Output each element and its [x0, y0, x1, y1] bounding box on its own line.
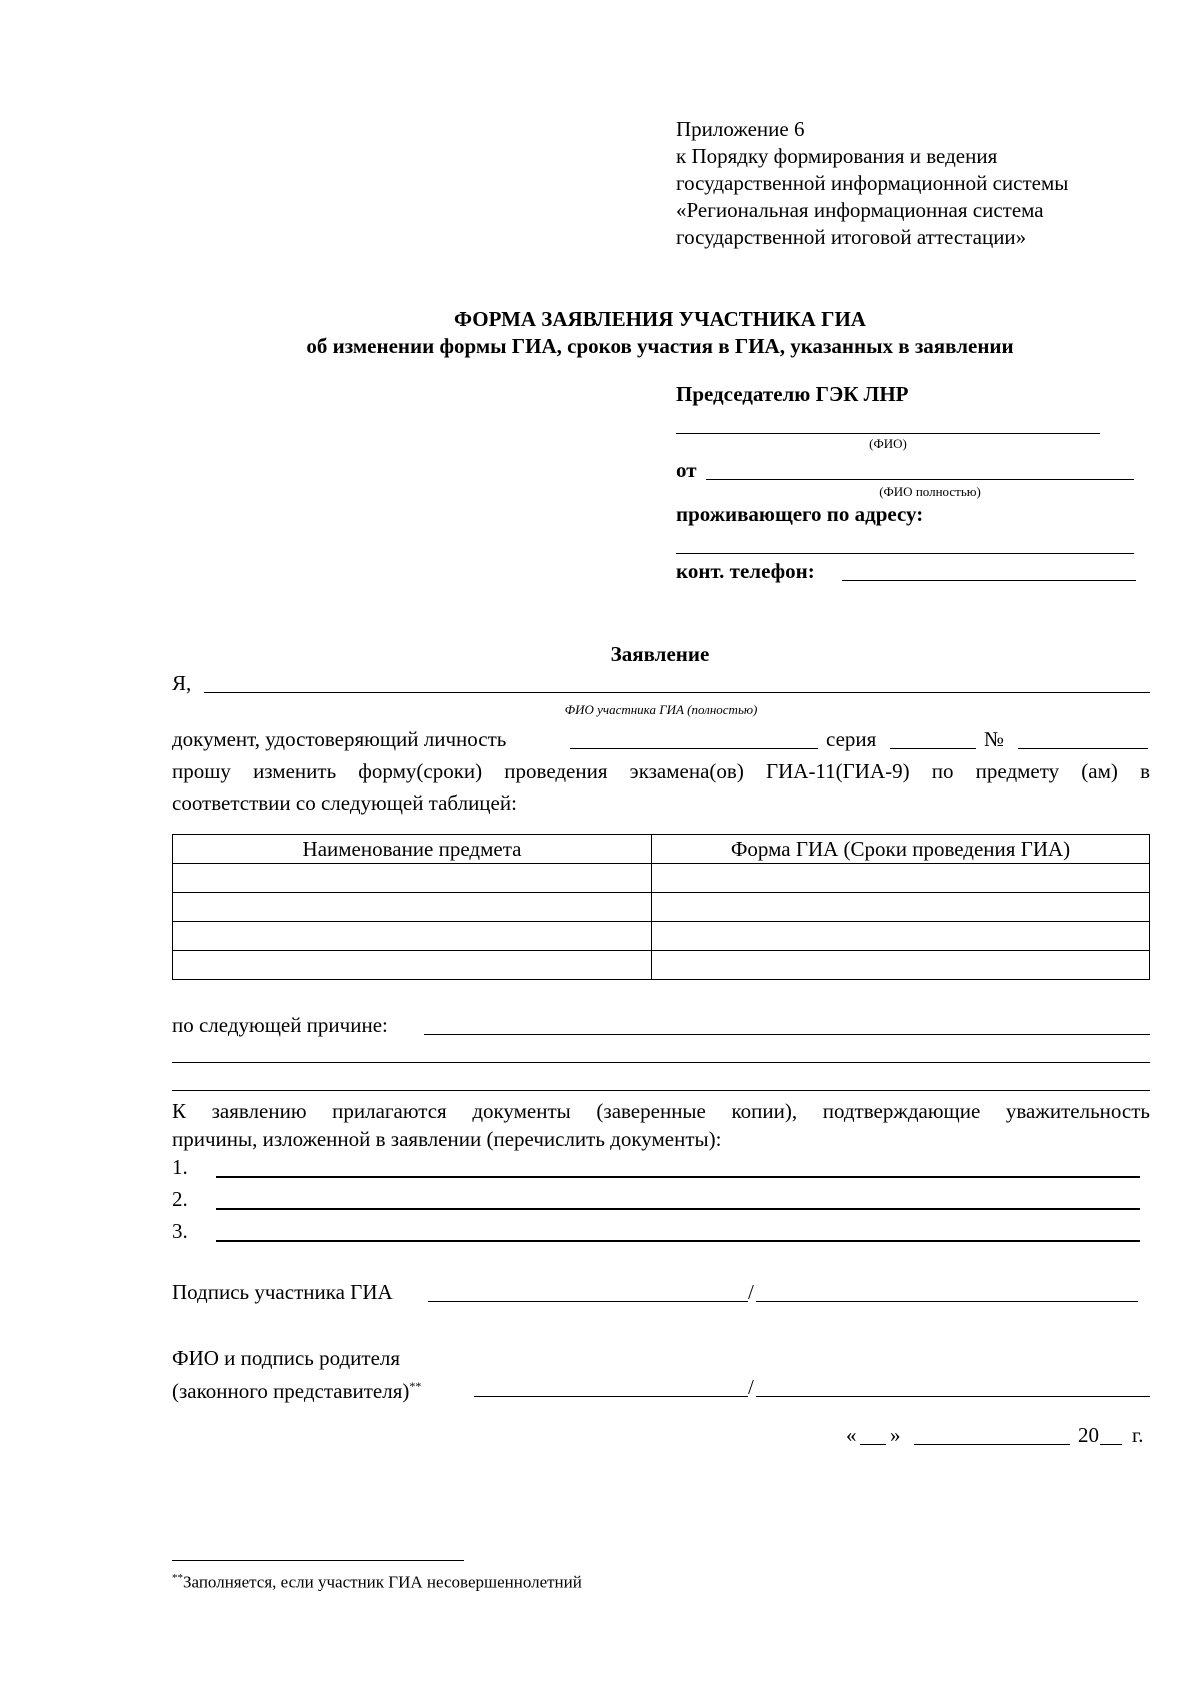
parent-signature-line[interactable] [474, 1396, 748, 1397]
number-label: № [984, 727, 1005, 751]
attachment-line[interactable] [216, 1240, 1140, 1242]
request-text-2: соответствии со следующей таблицей: [172, 791, 517, 815]
header-form: Форма ГИА (Сроки проведения ГИА) [652, 835, 1150, 864]
date-year-suffix: г. [1132, 1423, 1144, 1447]
attachments-text: К заявлению прилагаются документы (заверенные копии), подтверждающие уважительность [172, 1099, 1150, 1123]
phone-label: конт. телефон: [676, 559, 815, 583]
participant-fio-line[interactable] [204, 692, 1150, 693]
reason-line[interactable] [172, 1090, 1150, 1091]
series-label: серия [826, 727, 877, 751]
attachment-number: 2. [172, 1187, 188, 1211]
table-cell[interactable] [173, 864, 652, 893]
appendix-line: Приложение 6 [676, 117, 805, 141]
date-year-prefix: 20 [1078, 1423, 1099, 1447]
date-day-line[interactable] [860, 1444, 886, 1445]
date-close-quote: » [890, 1423, 901, 1447]
table-cell[interactable] [652, 922, 1150, 951]
table-cell[interactable] [173, 922, 652, 951]
footnote [172, 1568, 582, 1593]
appendix-line: государственной итоговой аттестации» [676, 225, 1027, 249]
document-line[interactable] [570, 748, 818, 749]
address-line[interactable] [676, 553, 1134, 554]
document-label: документ, удостоверяющий личность [172, 727, 507, 751]
parent-label-1: ФИО и подпись родителя [172, 1346, 401, 1370]
series-line[interactable] [890, 748, 976, 749]
subjects-table [172, 834, 1150, 980]
attachments-text-2: причины, изложенной в заявлении (перечислить документы): [172, 1127, 722, 1151]
chairman-fio-line[interactable] [676, 433, 1100, 434]
table-cell[interactable] [173, 893, 652, 922]
table-cell[interactable] [652, 951, 1150, 980]
reason-line[interactable] [424, 1034, 1150, 1035]
parent-footnote-mark: ** [409, 1379, 422, 1393]
participant-signature-label: Подпись участника ГИА [172, 1280, 393, 1304]
header-subject: Наименование предмета [173, 835, 652, 864]
slash: / [748, 1280, 754, 1304]
table-row [173, 864, 1150, 893]
footnote-separator [172, 1560, 464, 1561]
table-cell[interactable] [173, 951, 652, 980]
table-cell[interactable] [652, 864, 1150, 893]
applicant-fio-line[interactable] [706, 479, 1134, 480]
participant-hint: ФИО участника ГИА (полностью) [564, 702, 758, 717]
statement-heading: Заявление [610, 642, 710, 666]
date-open-quote: « [846, 1423, 857, 1447]
i-label: Я, [172, 671, 192, 695]
from-label: от [676, 458, 697, 482]
table-header-row [173, 835, 1150, 864]
attachment-line[interactable] [216, 1176, 1140, 1178]
date-year-line[interactable] [1100, 1444, 1122, 1445]
table-row [173, 893, 1150, 922]
appendix-line: к Порядку формирования и ведения [676, 144, 998, 168]
parent-name-line[interactable] [756, 1396, 1150, 1397]
slash: / [748, 1375, 754, 1399]
date-month-line[interactable] [914, 1444, 1070, 1445]
request-text: прошу изменить форму(сроки) проведения экзамена(ов) ГИА-11(ГИА-9) по предмету (ам) в [172, 759, 1150, 783]
table-row [173, 951, 1150, 980]
table-cell[interactable] [652, 893, 1150, 922]
table-row [173, 922, 1150, 951]
form-title: ФОРМА ЗАЯВЛЕНИЯ УЧАСТНИКА ГИА [454, 307, 866, 331]
attachment-number: 1. [172, 1155, 188, 1179]
attachment-line[interactable] [216, 1208, 1140, 1210]
fio-full-hint: (ФИО полностью) [879, 484, 981, 499]
footnote-text: Заполняется, если участник ГИА несовершеннолетний [183, 1572, 582, 1592]
appendix-line: «Региональная информационная система [676, 198, 1044, 222]
attachment-number: 3. [172, 1219, 188, 1243]
appendix-line: государственной информационной системы [676, 171, 1069, 195]
phone-line[interactable] [842, 580, 1136, 581]
appendix-block [676, 116, 1068, 251]
footnote-mark: ** [172, 1572, 183, 1584]
reason-line[interactable] [172, 1062, 1150, 1063]
address-label: проживающего по адресу: [676, 502, 924, 526]
participant-signature-line[interactable] [428, 1301, 748, 1302]
form-subtitle: об изменении формы ГИА, сроков участия в ГИА, указанных в заявлении [306, 334, 1014, 358]
reason-label: по следующей причине: [172, 1013, 388, 1037]
addressee-to: Председателю ГЭК ЛНР [676, 382, 909, 406]
participant-name-line[interactable] [756, 1301, 1138, 1302]
fio-hint: (ФИО) [869, 436, 907, 451]
number-line[interactable] [1018, 748, 1148, 749]
parent-label-2-text: (законного представителя) [172, 1379, 410, 1403]
parent-label-2 [172, 1373, 421, 1404]
